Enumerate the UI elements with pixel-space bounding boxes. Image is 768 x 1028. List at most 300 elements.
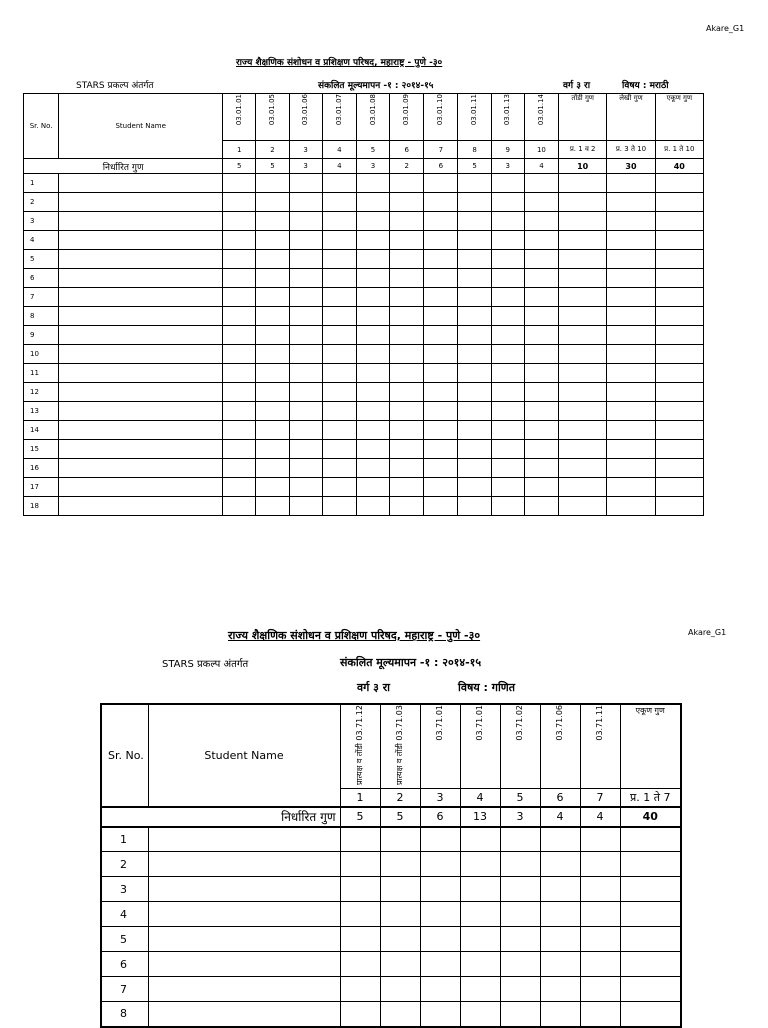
mark-cell[interactable]: [340, 927, 380, 952]
mark-cell[interactable]: [424, 364, 458, 383]
mark-cell[interactable]: [424, 193, 458, 212]
mark-cell[interactable]: [607, 402, 655, 421]
mark-cell[interactable]: [607, 459, 655, 478]
mark-cell[interactable]: [491, 269, 524, 288]
mark-cell[interactable]: [655, 497, 703, 516]
mark-cell[interactable]: [524, 212, 558, 231]
mark-cell[interactable]: [322, 174, 356, 193]
mark-cell[interactable]: [458, 250, 491, 269]
mark-cell[interactable]: [289, 193, 322, 212]
mark-cell[interactable]: [289, 497, 322, 516]
mark-cell[interactable]: [59, 193, 223, 212]
mark-cell[interactable]: [356, 326, 389, 345]
mark-cell[interactable]: [289, 421, 322, 440]
mark-cell[interactable]: [420, 877, 460, 902]
mark-cell[interactable]: [289, 307, 322, 326]
mark-cell[interactable]: [356, 383, 389, 402]
mark-cell[interactable]: [460, 877, 500, 902]
mark-cell[interactable]: [322, 402, 356, 421]
mark-cell[interactable]: [500, 827, 540, 852]
mark-cell[interactable]: [322, 212, 356, 231]
mark-cell[interactable]: [607, 231, 655, 250]
mark-cell[interactable]: [420, 902, 460, 927]
mark-cell[interactable]: [59, 459, 223, 478]
mark-cell[interactable]: [59, 307, 223, 326]
mark-cell[interactable]: [256, 421, 289, 440]
mark-cell[interactable]: [559, 478, 607, 497]
mark-cell[interactable]: [491, 326, 524, 345]
mark-cell[interactable]: [655, 269, 703, 288]
mark-cell[interactable]: [322, 193, 356, 212]
mark-cell[interactable]: [380, 902, 420, 927]
mark-cell[interactable]: [223, 174, 256, 193]
mark-cell[interactable]: [540, 952, 580, 977]
mark-cell[interactable]: [223, 497, 256, 516]
mark-cell[interactable]: [491, 364, 524, 383]
mark-cell[interactable]: [607, 174, 655, 193]
mark-cell[interactable]: [59, 174, 223, 193]
mark-cell[interactable]: [322, 440, 356, 459]
mark-cell[interactable]: [524, 345, 558, 364]
mark-cell[interactable]: [59, 345, 223, 364]
mark-cell[interactable]: [500, 927, 540, 952]
mark-cell[interactable]: [424, 440, 458, 459]
mark-cell[interactable]: [390, 307, 424, 326]
mark-cell[interactable]: [223, 478, 256, 497]
mark-cell[interactable]: [148, 877, 340, 902]
mark-cell[interactable]: [491, 212, 524, 231]
mark-cell[interactable]: [458, 288, 491, 307]
mark-cell[interactable]: [340, 902, 380, 927]
mark-cell[interactable]: [289, 364, 322, 383]
mark-cell[interactable]: [655, 250, 703, 269]
mark-cell[interactable]: [424, 459, 458, 478]
mark-cell[interactable]: [524, 402, 558, 421]
mark-cell[interactable]: [148, 827, 340, 852]
mark-cell[interactable]: [540, 902, 580, 927]
mark-cell[interactable]: [256, 497, 289, 516]
mark-cell[interactable]: [580, 927, 620, 952]
mark-cell[interactable]: [322, 269, 356, 288]
mark-cell[interactable]: [559, 250, 607, 269]
mark-cell[interactable]: [256, 212, 289, 231]
mark-cell[interactable]: [500, 902, 540, 927]
mark-cell[interactable]: [59, 288, 223, 307]
mark-cell[interactable]: [655, 326, 703, 345]
mark-cell[interactable]: [223, 212, 256, 231]
mark-cell[interactable]: [424, 269, 458, 288]
mark-cell[interactable]: [289, 174, 322, 193]
mark-cell[interactable]: [380, 952, 420, 977]
mark-cell[interactable]: [620, 827, 681, 852]
mark-cell[interactable]: [356, 478, 389, 497]
mark-cell[interactable]: [223, 193, 256, 212]
mark-cell[interactable]: [390, 250, 424, 269]
mark-cell[interactable]: [524, 307, 558, 326]
mark-cell[interactable]: [620, 902, 681, 927]
mark-cell[interactable]: [500, 952, 540, 977]
mark-cell[interactable]: [491, 459, 524, 478]
mark-cell[interactable]: [559, 288, 607, 307]
mark-cell[interactable]: [458, 269, 491, 288]
mark-cell[interactable]: [580, 877, 620, 902]
mark-cell[interactable]: [289, 383, 322, 402]
mark-cell[interactable]: [420, 927, 460, 952]
mark-cell[interactable]: [559, 459, 607, 478]
mark-cell[interactable]: [458, 326, 491, 345]
mark-cell[interactable]: [356, 459, 389, 478]
mark-cell[interactable]: [59, 269, 223, 288]
mark-cell[interactable]: [380, 977, 420, 1002]
mark-cell[interactable]: [322, 345, 356, 364]
mark-cell[interactable]: [458, 459, 491, 478]
mark-cell[interactable]: [356, 212, 389, 231]
mark-cell[interactable]: [491, 402, 524, 421]
mark-cell[interactable]: [340, 827, 380, 852]
mark-cell[interactable]: [289, 459, 322, 478]
mark-cell[interactable]: [460, 902, 500, 927]
mark-cell[interactable]: [524, 421, 558, 440]
mark-cell[interactable]: [356, 269, 389, 288]
mark-cell[interactable]: [620, 852, 681, 877]
mark-cell[interactable]: [223, 402, 256, 421]
mark-cell[interactable]: [491, 421, 524, 440]
mark-cell[interactable]: [390, 269, 424, 288]
mark-cell[interactable]: [356, 364, 389, 383]
mark-cell[interactable]: [524, 364, 558, 383]
mark-cell[interactable]: [580, 977, 620, 1002]
mark-cell[interactable]: [580, 827, 620, 852]
mark-cell[interactable]: [458, 174, 491, 193]
mark-cell[interactable]: [524, 269, 558, 288]
mark-cell[interactable]: [223, 307, 256, 326]
mark-cell[interactable]: [223, 231, 256, 250]
mark-cell[interactable]: [256, 383, 289, 402]
mark-cell[interactable]: [559, 212, 607, 231]
mark-cell[interactable]: [491, 440, 524, 459]
mark-cell[interactable]: [655, 421, 703, 440]
mark-cell[interactable]: [460, 952, 500, 977]
mark-cell[interactable]: [540, 852, 580, 877]
mark-cell[interactable]: [607, 269, 655, 288]
mark-cell[interactable]: [59, 250, 223, 269]
mark-cell[interactable]: [491, 478, 524, 497]
mark-cell[interactable]: [559, 269, 607, 288]
mark-cell[interactable]: [655, 174, 703, 193]
mark-cell[interactable]: [390, 478, 424, 497]
mark-cell[interactable]: [500, 977, 540, 1002]
mark-cell[interactable]: [256, 193, 289, 212]
mark-cell[interactable]: [559, 402, 607, 421]
mark-cell[interactable]: [655, 383, 703, 402]
mark-cell[interactable]: [491, 288, 524, 307]
mark-cell[interactable]: [322, 326, 356, 345]
mark-cell[interactable]: [491, 174, 524, 193]
mark-cell[interactable]: [322, 307, 356, 326]
mark-cell[interactable]: [289, 269, 322, 288]
mark-cell[interactable]: [356, 402, 389, 421]
mark-cell[interactable]: [559, 497, 607, 516]
mark-cell[interactable]: [559, 193, 607, 212]
mark-cell[interactable]: [390, 383, 424, 402]
mark-cell[interactable]: [607, 345, 655, 364]
mark-cell[interactable]: [289, 402, 322, 421]
mark-cell[interactable]: [559, 421, 607, 440]
mark-cell[interactable]: [289, 250, 322, 269]
mark-cell[interactable]: [559, 231, 607, 250]
mark-cell[interactable]: [256, 307, 289, 326]
mark-cell[interactable]: [390, 364, 424, 383]
mark-cell[interactable]: [322, 478, 356, 497]
mark-cell[interactable]: [559, 440, 607, 459]
mark-cell[interactable]: [655, 307, 703, 326]
mark-cell[interactable]: [559, 345, 607, 364]
mark-cell[interactable]: [458, 421, 491, 440]
mark-cell[interactable]: [256, 459, 289, 478]
mark-cell[interactable]: [59, 212, 223, 231]
mark-cell[interactable]: [458, 402, 491, 421]
mark-cell[interactable]: [524, 383, 558, 402]
mark-cell[interactable]: [59, 231, 223, 250]
mark-cell[interactable]: [380, 1002, 420, 1027]
mark-cell[interactable]: [607, 307, 655, 326]
mark-cell[interactable]: [620, 977, 681, 1002]
mark-cell[interactable]: [390, 440, 424, 459]
mark-cell[interactable]: [607, 383, 655, 402]
mark-cell[interactable]: [607, 193, 655, 212]
mark-cell[interactable]: [460, 1002, 500, 1027]
mark-cell[interactable]: [390, 288, 424, 307]
mark-cell[interactable]: [655, 193, 703, 212]
mark-cell[interactable]: [256, 478, 289, 497]
mark-cell[interactable]: [59, 497, 223, 516]
mark-cell[interactable]: [620, 1002, 681, 1027]
mark-cell[interactable]: [148, 977, 340, 1002]
mark-cell[interactable]: [559, 383, 607, 402]
mark-cell[interactable]: [607, 212, 655, 231]
mark-cell[interactable]: [340, 852, 380, 877]
mark-cell[interactable]: [356, 497, 389, 516]
mark-cell[interactable]: [458, 383, 491, 402]
mark-cell[interactable]: [340, 877, 380, 902]
mark-cell[interactable]: [322, 231, 356, 250]
mark-cell[interactable]: [458, 212, 491, 231]
mark-cell[interactable]: [458, 364, 491, 383]
mark-cell[interactable]: [524, 497, 558, 516]
mark-cell[interactable]: [607, 421, 655, 440]
mark-cell[interactable]: [420, 1002, 460, 1027]
mark-cell[interactable]: [524, 193, 558, 212]
mark-cell[interactable]: [424, 326, 458, 345]
mark-cell[interactable]: [655, 459, 703, 478]
mark-cell[interactable]: [458, 307, 491, 326]
mark-cell[interactable]: [148, 1002, 340, 1027]
mark-cell[interactable]: [322, 459, 356, 478]
mark-cell[interactable]: [59, 383, 223, 402]
mark-cell[interactable]: [256, 231, 289, 250]
mark-cell[interactable]: [580, 902, 620, 927]
mark-cell[interactable]: [340, 1002, 380, 1027]
mark-cell[interactable]: [655, 288, 703, 307]
mark-cell[interactable]: [458, 440, 491, 459]
mark-cell[interactable]: [148, 952, 340, 977]
mark-cell[interactable]: [420, 852, 460, 877]
mark-cell[interactable]: [256, 402, 289, 421]
mark-cell[interactable]: [460, 852, 500, 877]
mark-cell[interactable]: [524, 326, 558, 345]
mark-cell[interactable]: [223, 383, 256, 402]
mark-cell[interactable]: [420, 827, 460, 852]
mark-cell[interactable]: [424, 250, 458, 269]
mark-cell[interactable]: [148, 927, 340, 952]
mark-cell[interactable]: [322, 364, 356, 383]
mark-cell[interactable]: [380, 852, 420, 877]
mark-cell[interactable]: [356, 307, 389, 326]
mark-cell[interactable]: [256, 288, 289, 307]
mark-cell[interactable]: [356, 421, 389, 440]
mark-cell[interactable]: [420, 952, 460, 977]
mark-cell[interactable]: [223, 250, 256, 269]
mark-cell[interactable]: [256, 440, 289, 459]
mark-cell[interactable]: [580, 1002, 620, 1027]
mark-cell[interactable]: [356, 288, 389, 307]
mark-cell[interactable]: [655, 478, 703, 497]
mark-cell[interactable]: [540, 827, 580, 852]
mark-cell[interactable]: [59, 440, 223, 459]
mark-cell[interactable]: [256, 269, 289, 288]
mark-cell[interactable]: [424, 174, 458, 193]
mark-cell[interactable]: [390, 326, 424, 345]
mark-cell[interactable]: [356, 345, 389, 364]
mark-cell[interactable]: [491, 193, 524, 212]
mark-cell[interactable]: [289, 345, 322, 364]
mark-cell[interactable]: [540, 877, 580, 902]
mark-cell[interactable]: [458, 231, 491, 250]
mark-cell[interactable]: [655, 364, 703, 383]
mark-cell[interactable]: [256, 174, 289, 193]
mark-cell[interactable]: [148, 902, 340, 927]
mark-cell[interactable]: [390, 193, 424, 212]
mark-cell[interactable]: [356, 193, 389, 212]
mark-cell[interactable]: [59, 402, 223, 421]
mark-cell[interactable]: [424, 478, 458, 497]
mark-cell[interactable]: [59, 364, 223, 383]
mark-cell[interactable]: [390, 421, 424, 440]
mark-cell[interactable]: [356, 250, 389, 269]
mark-cell[interactable]: [524, 174, 558, 193]
mark-cell[interactable]: [458, 345, 491, 364]
mark-cell[interactable]: [380, 877, 420, 902]
mark-cell[interactable]: [289, 288, 322, 307]
mark-cell[interactable]: [424, 345, 458, 364]
mark-cell[interactable]: [390, 174, 424, 193]
mark-cell[interactable]: [620, 877, 681, 902]
mark-cell[interactable]: [289, 231, 322, 250]
mark-cell[interactable]: [500, 852, 540, 877]
mark-cell[interactable]: [607, 497, 655, 516]
mark-cell[interactable]: [540, 977, 580, 1002]
mark-cell[interactable]: [223, 269, 256, 288]
mark-cell[interactable]: [607, 364, 655, 383]
mark-cell[interactable]: [655, 440, 703, 459]
mark-cell[interactable]: [559, 174, 607, 193]
mark-cell[interactable]: [655, 402, 703, 421]
mark-cell[interactable]: [491, 497, 524, 516]
mark-cell[interactable]: [322, 497, 356, 516]
mark-cell[interactable]: [540, 1002, 580, 1027]
mark-cell[interactable]: [655, 345, 703, 364]
mark-cell[interactable]: [500, 877, 540, 902]
mark-cell[interactable]: [607, 440, 655, 459]
mark-cell[interactable]: [356, 231, 389, 250]
mark-cell[interactable]: [390, 459, 424, 478]
mark-cell[interactable]: [491, 307, 524, 326]
mark-cell[interactable]: [491, 250, 524, 269]
mark-cell[interactable]: [491, 231, 524, 250]
mark-cell[interactable]: [655, 212, 703, 231]
mark-cell[interactable]: [356, 440, 389, 459]
mark-cell[interactable]: [223, 288, 256, 307]
mark-cell[interactable]: [524, 231, 558, 250]
mark-cell[interactable]: [289, 326, 322, 345]
mark-cell[interactable]: [524, 478, 558, 497]
mark-cell[interactable]: [340, 952, 380, 977]
mark-cell[interactable]: [559, 307, 607, 326]
mark-cell[interactable]: [223, 440, 256, 459]
mark-cell[interactable]: [390, 231, 424, 250]
mark-cell[interactable]: [424, 231, 458, 250]
mark-cell[interactable]: [620, 952, 681, 977]
mark-cell[interactable]: [424, 307, 458, 326]
mark-cell[interactable]: [424, 497, 458, 516]
mark-cell[interactable]: [580, 852, 620, 877]
mark-cell[interactable]: [223, 345, 256, 364]
mark-cell[interactable]: [256, 364, 289, 383]
mark-cell[interactable]: [322, 288, 356, 307]
mark-cell[interactable]: [620, 927, 681, 952]
mark-cell[interactable]: [289, 212, 322, 231]
mark-cell[interactable]: [420, 977, 460, 1002]
mark-cell[interactable]: [607, 288, 655, 307]
mark-cell[interactable]: [524, 459, 558, 478]
mark-cell[interactable]: [322, 421, 356, 440]
mark-cell[interactable]: [524, 440, 558, 459]
mark-cell[interactable]: [458, 497, 491, 516]
mark-cell[interactable]: [148, 852, 340, 877]
mark-cell[interactable]: [223, 364, 256, 383]
mark-cell[interactable]: [289, 478, 322, 497]
mark-cell[interactable]: [289, 440, 322, 459]
mark-cell[interactable]: [491, 345, 524, 364]
mark-cell[interactable]: [655, 231, 703, 250]
mark-cell[interactable]: [424, 288, 458, 307]
mark-cell[interactable]: [607, 478, 655, 497]
mark-cell[interactable]: [580, 952, 620, 977]
mark-cell[interactable]: [491, 383, 524, 402]
mark-cell[interactable]: [223, 326, 256, 345]
mark-cell[interactable]: [390, 345, 424, 364]
mark-cell[interactable]: [424, 383, 458, 402]
mark-cell[interactable]: [390, 497, 424, 516]
mark-cell[interactable]: [356, 174, 389, 193]
mark-cell[interactable]: [59, 421, 223, 440]
mark-cell[interactable]: [540, 927, 580, 952]
mark-cell[interactable]: [458, 193, 491, 212]
mark-cell[interactable]: [424, 421, 458, 440]
mark-cell[interactable]: [524, 250, 558, 269]
mark-cell[interactable]: [256, 250, 289, 269]
mark-cell[interactable]: [390, 402, 424, 421]
